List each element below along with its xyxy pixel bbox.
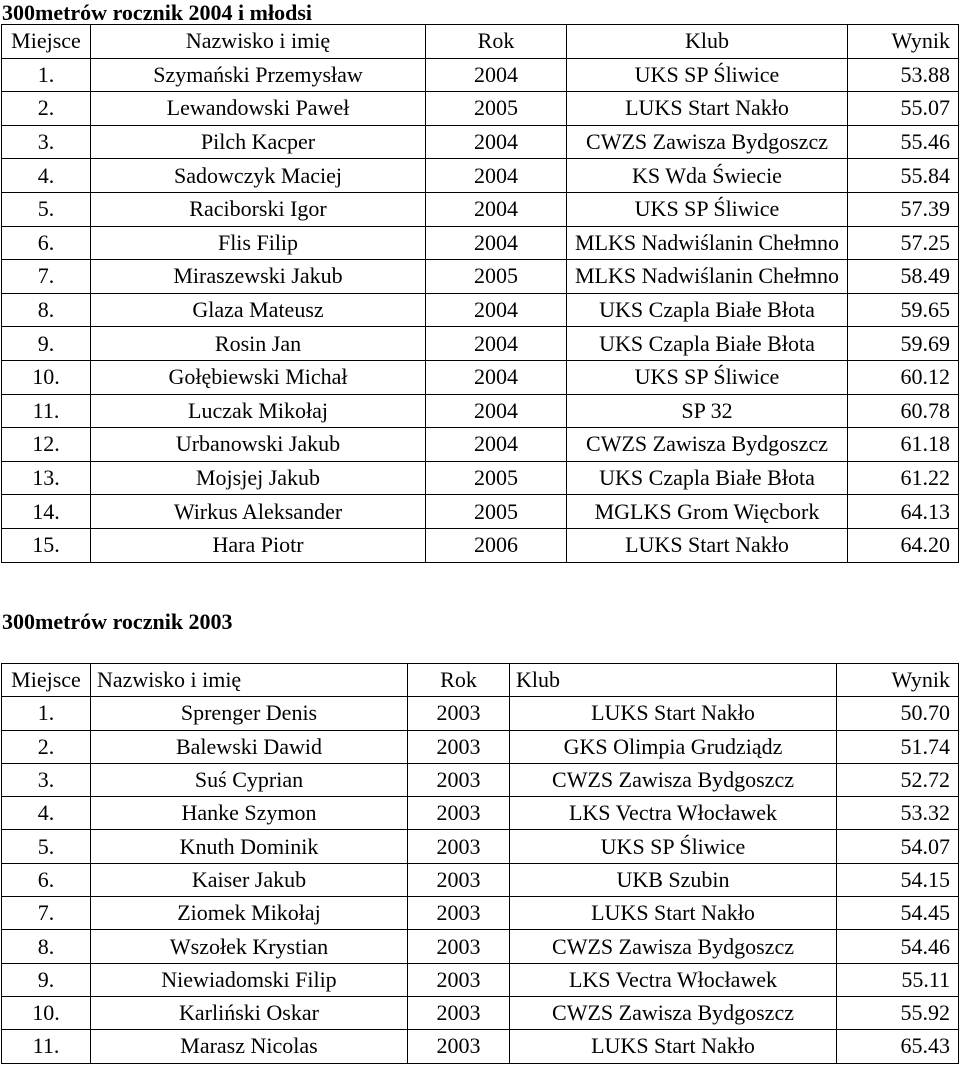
cell-name: Szymański Przemysław — [91, 58, 426, 92]
cell-club: CWZS Zawisza Bydgoszcz — [510, 996, 837, 1029]
cell-place: 5. — [2, 830, 91, 863]
col-header-result: Wynik — [848, 25, 959, 59]
cell-name: Sadowczyk Maciej — [91, 159, 426, 193]
col-header-year: Rok — [408, 664, 510, 697]
cell-result: 53.32 — [837, 797, 959, 830]
table-row — [2, 697, 959, 730]
cell-year: 2003 — [408, 830, 510, 863]
table-row — [2, 92, 959, 126]
cell-place: 12. — [2, 428, 91, 462]
cell-club: LUKS Start Nakło — [567, 92, 848, 126]
cell-name: Pilch Kacper — [91, 125, 426, 159]
cell-place: 8. — [2, 293, 91, 327]
cell-name: Rosin Jan — [91, 327, 426, 361]
cell-club: LKS Vectra Włocławek — [510, 963, 837, 996]
cell-result: 61.18 — [848, 428, 959, 462]
cell-name: Ziomek Mikołaj — [91, 897, 408, 930]
cell-year: 2005 — [426, 461, 567, 495]
cell-name: Knuth Dominik — [91, 830, 408, 863]
cell-year: 2004 — [426, 360, 567, 394]
cell-name: Hanke Szymon — [91, 797, 408, 830]
cell-result: 50.70 — [837, 697, 959, 730]
table-row — [2, 1030, 959, 1063]
cell-name: Glaza Mateusz — [91, 293, 426, 327]
cell-place: 9. — [2, 963, 91, 996]
cell-result: 54.07 — [837, 830, 959, 863]
table-row — [2, 260, 959, 294]
table-row — [2, 763, 959, 796]
cell-name: Wirkus Aleksander — [91, 495, 426, 529]
cell-year: 2004 — [426, 394, 567, 428]
cell-club: UKS Czapla Białe Błota — [567, 293, 848, 327]
cell-place: 9. — [2, 327, 91, 361]
cell-result: 59.65 — [848, 293, 959, 327]
cell-name: Flis Filip — [91, 226, 426, 260]
cell-year: 2003 — [408, 797, 510, 830]
cell-result: 55.11 — [837, 963, 959, 996]
table-row — [2, 192, 959, 226]
cell-club: MGLKS Grom Więcbork — [567, 495, 848, 529]
cell-place: 8. — [2, 930, 91, 963]
cell-place: 10. — [2, 996, 91, 1029]
cell-club: SP 32 — [567, 394, 848, 428]
cell-club: UKS SP Śliwice — [567, 360, 848, 394]
cell-result: 52.72 — [837, 763, 959, 796]
results-table-2003 — [1, 663, 959, 1064]
col-header-place: Miejsce — [2, 664, 91, 697]
cell-place: 3. — [2, 125, 91, 159]
cell-place: 7. — [2, 897, 91, 930]
cell-name: Wszołek Krystian — [91, 930, 408, 963]
cell-name: Sprenger Denis — [91, 697, 408, 730]
cell-place: 7. — [2, 260, 91, 294]
cell-name: Mojsjej Jakub — [91, 461, 426, 495]
cell-year: 2003 — [408, 863, 510, 896]
cell-name: Balewski Dawid — [91, 730, 408, 763]
cell-year: 2003 — [408, 963, 510, 996]
cell-place: 14. — [2, 495, 91, 529]
cell-club: UKS SP Śliwice — [567, 192, 848, 226]
table-row — [2, 930, 959, 963]
cell-club: CWZS Zawisza Bydgoszcz — [510, 763, 837, 796]
cell-year: 2003 — [408, 730, 510, 763]
cell-club: LUKS Start Nakło — [567, 528, 848, 562]
cell-place: 2. — [2, 730, 91, 763]
col-header-club: Klub — [510, 664, 837, 697]
cell-club: CWZS Zawisza Bydgoszcz — [567, 428, 848, 462]
cell-year: 2005 — [426, 495, 567, 529]
cell-club: LUKS Start Nakło — [510, 1030, 837, 1063]
cell-place: 5. — [2, 192, 91, 226]
cell-name: Gołębiewski Michał — [91, 360, 426, 394]
cell-place: 10. — [2, 360, 91, 394]
cell-year: 2004 — [426, 192, 567, 226]
cell-year: 2004 — [426, 159, 567, 193]
col-header-place: Miejsce — [2, 25, 91, 59]
cell-place: 11. — [2, 394, 91, 428]
cell-result: 54.46 — [837, 930, 959, 963]
cell-result: 55.46 — [848, 125, 959, 159]
cell-place: 13. — [2, 461, 91, 495]
cell-club: CWZS Zawisza Bydgoszcz — [510, 930, 837, 963]
cell-place: 4. — [2, 797, 91, 830]
cell-year: 2003 — [408, 996, 510, 1029]
cell-year: 2004 — [426, 226, 567, 260]
cell-result: 61.22 — [848, 461, 959, 495]
cell-club: MLKS Nadwiślanin Chełmno — [567, 226, 848, 260]
cell-result: 55.07 — [848, 92, 959, 126]
cell-place: 1. — [2, 697, 91, 730]
cell-club: UKS SP Śliwice — [510, 830, 837, 863]
cell-name: Niewiadomski Filip — [91, 963, 408, 996]
cell-club: LUKS Start Nakło — [510, 697, 837, 730]
cell-result: 55.92 — [837, 996, 959, 1029]
cell-place: 6. — [2, 226, 91, 260]
section2-title: 300metrów rocznik 2003 — [2, 609, 233, 634]
cell-year: 2006 — [426, 528, 567, 562]
results-table-2004 — [1, 24, 959, 563]
cell-place: 2. — [2, 92, 91, 126]
cell-result: 60.12 — [848, 360, 959, 394]
cell-result: 60.78 — [848, 394, 959, 428]
cell-name: Urbanowski Jakub — [91, 428, 426, 462]
cell-year: 2003 — [408, 897, 510, 930]
cell-club: UKS Czapla Białe Błota — [567, 327, 848, 361]
table-row — [2, 58, 959, 92]
cell-result: 57.39 — [848, 192, 959, 226]
cell-club: LKS Vectra Włocławek — [510, 797, 837, 830]
table-row — [2, 495, 959, 529]
cell-place: 15. — [2, 528, 91, 562]
table-row — [2, 863, 959, 896]
cell-result: 65.43 — [837, 1030, 959, 1063]
table-row — [2, 830, 959, 863]
cell-club: KS Wda Świecie — [567, 159, 848, 193]
table-header-row — [2, 664, 959, 697]
table-row — [2, 461, 959, 495]
table-row — [2, 360, 959, 394]
table-row — [2, 996, 959, 1029]
cell-name: Karliński Oskar — [91, 996, 408, 1029]
table-row — [2, 226, 959, 260]
table-row — [2, 797, 959, 830]
cell-name: Hara Piotr — [91, 528, 426, 562]
cell-result: 57.25 — [848, 226, 959, 260]
table-row — [2, 730, 959, 763]
cell-name: Kaiser Jakub — [91, 863, 408, 896]
cell-club: LUKS Start Nakło — [510, 897, 837, 930]
cell-name: Raciborski Igor — [91, 192, 426, 226]
cell-result: 54.15 — [837, 863, 959, 896]
cell-club: UKS SP Śliwice — [567, 58, 848, 92]
cell-name: Luczak Mikołaj — [91, 394, 426, 428]
table-row — [2, 897, 959, 930]
table-row — [2, 528, 959, 562]
cell-year: 2004 — [426, 327, 567, 361]
cell-year: 2004 — [426, 58, 567, 92]
cell-club: UKB Szubin — [510, 863, 837, 896]
table-row — [2, 327, 959, 361]
cell-result: 55.84 — [848, 159, 959, 193]
cell-year: 2003 — [408, 697, 510, 730]
cell-club: GKS Olimpia Grudziądz — [510, 730, 837, 763]
cell-place: 3. — [2, 763, 91, 796]
table-row — [2, 394, 959, 428]
table-row — [2, 963, 959, 996]
cell-place: 6. — [2, 863, 91, 896]
table-header-row — [2, 25, 959, 59]
cell-year: 2003 — [408, 1030, 510, 1063]
cell-club: UKS Czapla Białe Błota — [567, 461, 848, 495]
cell-place: 11. — [2, 1030, 91, 1063]
cell-result: 53.88 — [848, 58, 959, 92]
cell-place: 1. — [2, 58, 91, 92]
cell-result: 58.49 — [848, 260, 959, 294]
cell-year: 2005 — [426, 92, 567, 126]
col-header-name: Nazwisko i imię — [91, 25, 426, 59]
table-row — [2, 293, 959, 327]
cell-name: Miraszewski Jakub — [91, 260, 426, 294]
cell-result: 64.13 — [848, 495, 959, 529]
col-header-club: Klub — [567, 25, 848, 59]
col-header-name: Nazwisko i imię — [91, 664, 408, 697]
cell-name: Marasz Nicolas — [91, 1030, 408, 1063]
cell-year: 2004 — [426, 293, 567, 327]
cell-place: 4. — [2, 159, 91, 193]
cell-year: 2003 — [408, 930, 510, 963]
cell-result: 54.45 — [837, 897, 959, 930]
cell-year: 2004 — [426, 125, 567, 159]
section1-title: 300metrów rocznik 2004 i młodsi — [2, 0, 313, 25]
cell-year: 2004 — [426, 428, 567, 462]
col-header-result: Wynik — [837, 664, 959, 697]
cell-club: MLKS Nadwiślanin Chełmno — [567, 260, 848, 294]
cell-name: Lewandowski Paweł — [91, 92, 426, 126]
table-row — [2, 159, 959, 193]
cell-result: 51.74 — [837, 730, 959, 763]
table-row — [2, 125, 959, 159]
cell-club: CWZS Zawisza Bydgoszcz — [567, 125, 848, 159]
cell-result: 59.69 — [848, 327, 959, 361]
cell-year: 2005 — [426, 260, 567, 294]
cell-result: 64.20 — [848, 528, 959, 562]
cell-year: 2003 — [408, 763, 510, 796]
table-row — [2, 428, 959, 462]
col-header-year: Rok — [426, 25, 567, 59]
cell-name: Suś Cyprian — [91, 763, 408, 796]
